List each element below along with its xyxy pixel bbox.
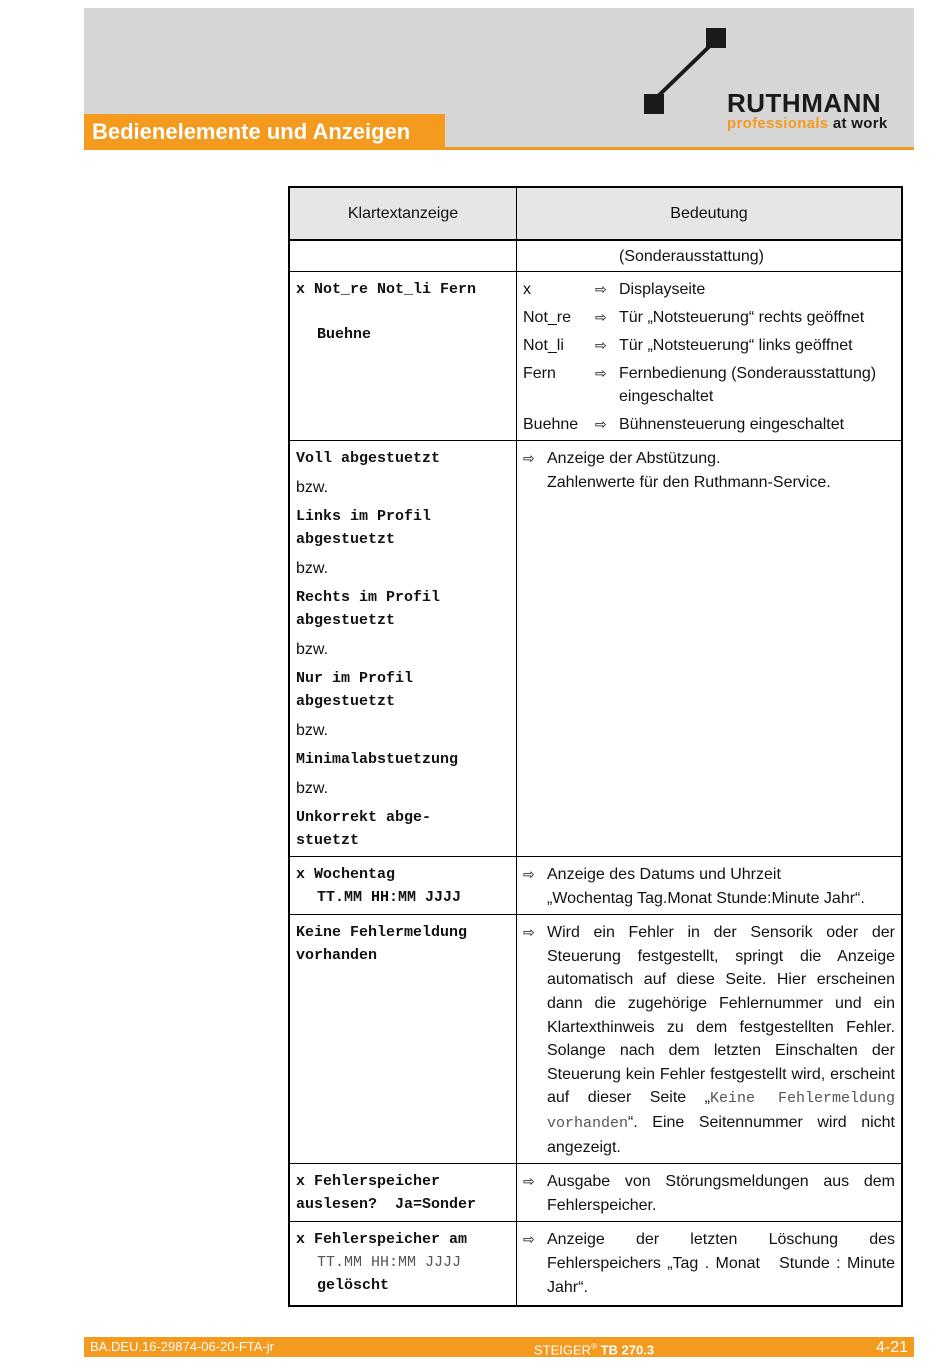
meaning-line: Zahlenwerte für den Ruthmann-Service. — [547, 473, 831, 491]
list-item — [523, 413, 895, 436]
klartext-cell — [289, 915, 517, 1164]
meaning-text — [547, 863, 895, 910]
logo-tagline-part2: at work — [832, 115, 888, 132]
table-row — [289, 441, 902, 857]
col-header-klartext: Klartextanzeige — [289, 187, 517, 240]
meaning-item — [523, 447, 895, 494]
arrow-icon: ⇨ — [595, 416, 607, 432]
meaning-mono: Keine Fehlermeldung vorhanden — [547, 1090, 896, 1132]
table-header-row — [289, 187, 902, 240]
meaning-item — [523, 1228, 909, 1299]
klartext-cell — [289, 272, 517, 441]
table-row — [289, 915, 902, 1164]
display-text: Nur im Profil — [296, 670, 414, 687]
arrow-icon: ⇨ — [523, 866, 535, 882]
meaning-item — [523, 863, 895, 910]
display-text: Buehne — [317, 326, 372, 343]
list-item — [523, 362, 895, 408]
section-title: Bedienelemente und Anzeigen — [84, 114, 445, 149]
klartext-cell — [289, 441, 517, 857]
display-text: x Fehlerspeicher — [296, 1173, 441, 1191]
list-item — [523, 306, 895, 329]
display-text: Rechts im Profil — [296, 589, 441, 606]
table-row — [289, 1164, 902, 1222]
meaning-text — [547, 447, 895, 494]
product-model: TB 270.3 — [600, 1342, 655, 1358]
meaning-text: Ausgabe von Störungsmeldungen aus dem Fehlerspeicher. — [547, 1173, 895, 1214]
page-footer — [84, 1337, 914, 1357]
meaning-cell — [517, 441, 903, 857]
meaning-item — [523, 921, 895, 1159]
display-text: TT.MM HH:MM JJJJ — [317, 889, 462, 906]
table-row — [289, 1222, 902, 1307]
document-id: BA.DEU.16-29874-06-20-FTA-jr — [90, 1339, 274, 1354]
arrow-icon: ⇨ — [595, 309, 607, 325]
display-text: x Wochentag — [296, 866, 396, 883]
logo-tagline — [727, 115, 888, 132]
bzw-text: bzw. — [296, 641, 329, 658]
item-key: Fern — [523, 365, 556, 382]
klartext-cell — [289, 1222, 517, 1307]
logo-tagline-part1: professionals — [727, 115, 829, 132]
display-text: vorhanden — [296, 947, 378, 965]
page-number: 4-21 — [875, 1339, 908, 1356]
bzw-text: bzw. — [296, 722, 329, 739]
display-text: abgestuetzt — [296, 531, 396, 548]
meaning-text — [547, 921, 895, 1159]
bzw-text: bzw. — [296, 780, 329, 797]
klartext-cell — [289, 1164, 517, 1222]
meaning-cell — [517, 1164, 903, 1222]
arrow-icon: ⇨ — [523, 924, 535, 941]
item-value: Bühnensteuerung eingeschaltet — [619, 416, 845, 433]
col-header-bedeutung: Bedeutung — [517, 187, 903, 240]
meaning-text: Anzeige der letzten Löschung des Fehlerspeichers „Tag . Monat Stunde : Minute Jahr“. — [547, 1231, 909, 1296]
display-text: gelöscht — [317, 1277, 390, 1295]
arrow-icon: ⇨ — [595, 281, 607, 297]
meaning-cell — [517, 915, 903, 1164]
display-text: auslesen? Ja=Sonder — [296, 1196, 477, 1214]
product-prefix: STEIGER — [534, 1342, 592, 1358]
display-text: x Not_re Not_li Fern — [296, 281, 477, 298]
display-text: Links im Profil — [296, 508, 432, 525]
display-text: Minimalabstuetzung — [296, 751, 459, 768]
item-key: Not_li — [523, 337, 564, 354]
item-value: Fernbedienung (Sonderausstattung) eingeschaltet — [619, 365, 877, 405]
arrow-icon: ⇨ — [523, 450, 535, 466]
registered-mark: ® — [591, 1342, 597, 1351]
display-text: abgestuetzt — [296, 612, 396, 629]
bzw-text: bzw. — [296, 560, 329, 577]
bzw-text: bzw. — [296, 479, 329, 496]
meaning-line: „Wochentag Tag.Monat Stunde:Minute Jahr“. — [547, 889, 865, 907]
item-value: Displayseite — [619, 281, 706, 298]
item-key: Buehne — [523, 416, 579, 433]
meaning-cell — [517, 1222, 909, 1307]
klartext-cell — [289, 857, 517, 915]
item-value: Tür „Notsteuerung“ rechts geöffnet — [619, 309, 865, 326]
empty-cell — [289, 240, 517, 272]
meaning-body: Wird ein Fehler in der Sensorik oder der Steuerung festgestellt, springt die Anzeige automatisch auf diese Seite. Hier erscheinen dann die zugehörige Fehlernummer und ein Klartexthinweis zu dem festgestellten Fehler. Solange nach dem letzten Einschalten der Steuerung kein Fehler festgestellt wird, erscheint auf dieser Seite „ — [547, 924, 895, 1107]
logo-brand-text: RUTHMANN — [727, 88, 882, 118]
table-row — [289, 857, 902, 915]
meaning-item — [523, 1170, 895, 1217]
meaning-cell — [517, 272, 903, 441]
arrow-icon: ⇨ — [523, 1231, 535, 1248]
display-text: Unkorrekt abge- — [296, 809, 432, 826]
meaning-line: Anzeige der Abstützung. — [547, 450, 721, 467]
display-text: TT.MM HH:MM JJJJ — [317, 1254, 462, 1272]
item-key: x — [523, 281, 531, 298]
display-text: abgestuetzt — [296, 693, 396, 710]
display-text: Keine Fehlermeldung — [296, 924, 468, 942]
item-value: Tür „Notsteuerung“ links geöffnet — [619, 337, 853, 354]
meaning-line: Anzeige des Datums und Uhrzeit — [547, 866, 781, 883]
meaning-cell — [517, 857, 903, 915]
table-row — [289, 272, 902, 441]
product-name — [534, 1337, 654, 1360]
display-table — [288, 186, 909, 1307]
display-text: x Fehlerspeicher am — [296, 1231, 468, 1249]
item-key: Not_re — [523, 309, 572, 326]
table-row-continuation — [289, 240, 902, 272]
meaning-tail: “. Eine Seitennummer wird nicht angezeigt. — [547, 1113, 895, 1156]
arrow-icon: ⇨ — [523, 1173, 535, 1190]
display-text: stuetzt — [296, 832, 360, 849]
arrow-icon: ⇨ — [595, 365, 607, 381]
arrow-icon: ⇨ — [595, 337, 607, 353]
list-item — [523, 334, 895, 357]
display-text: Voll abgestuetzt — [296, 450, 441, 467]
list-item — [523, 278, 895, 301]
continuation-text: (Sonderausstattung) — [619, 248, 764, 265]
continuation-cell — [517, 240, 903, 272]
